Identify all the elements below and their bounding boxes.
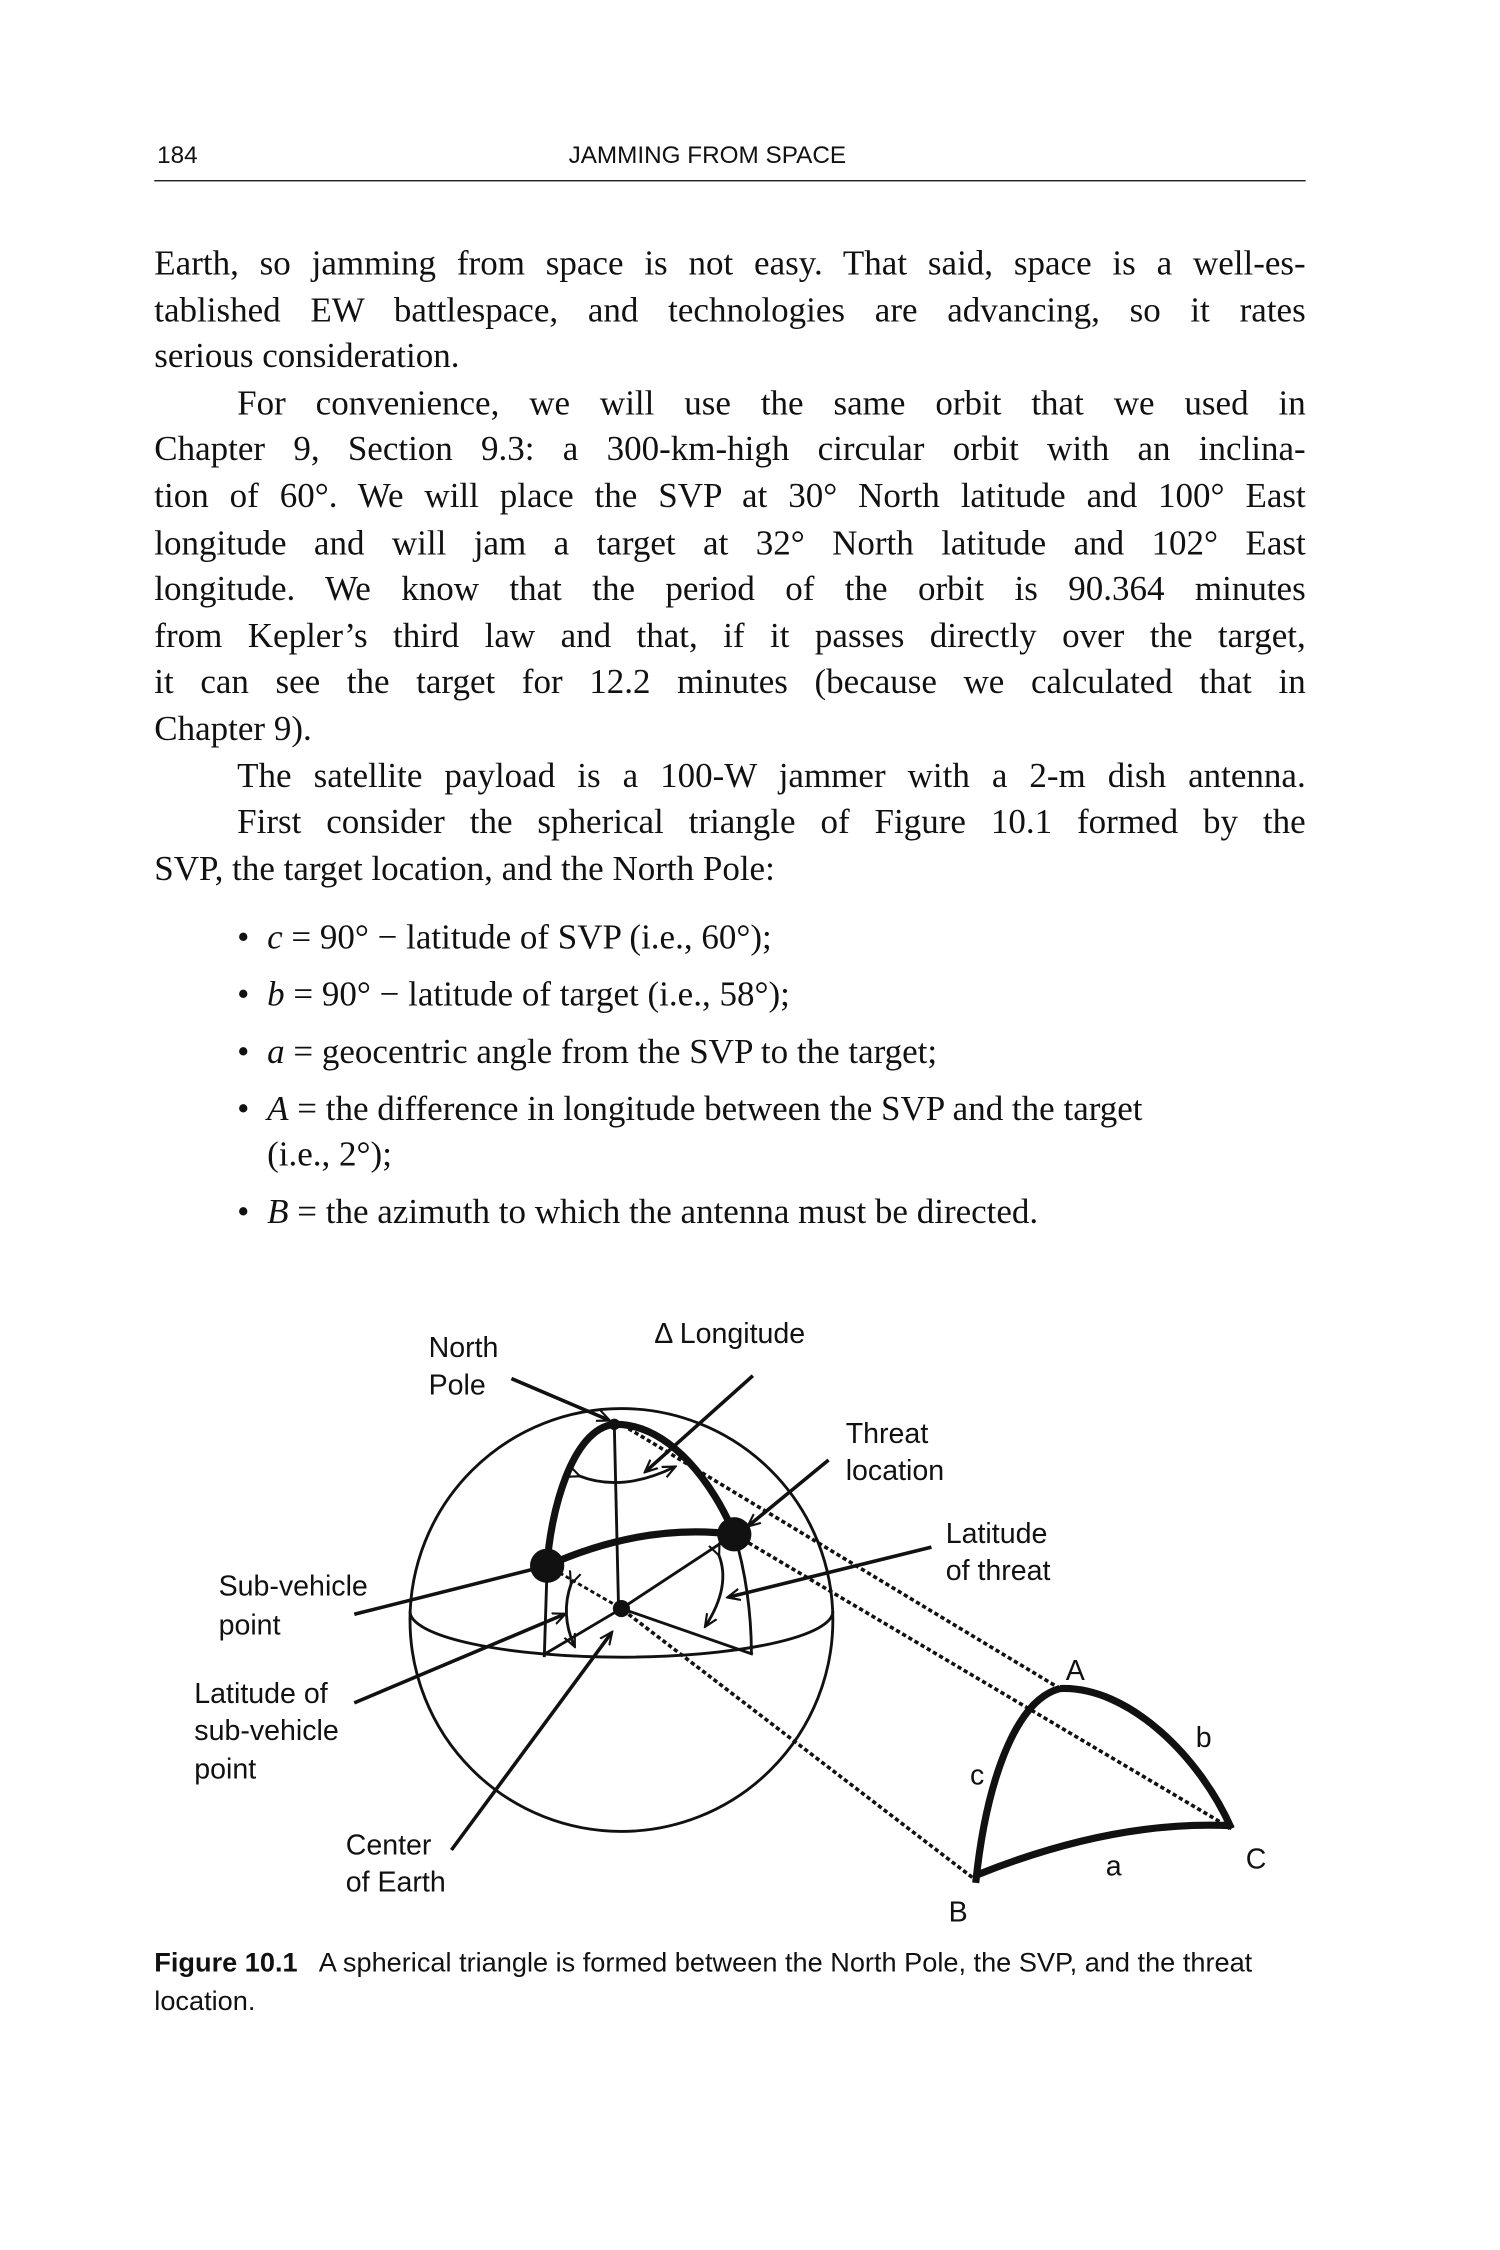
radius-line xyxy=(621,1609,752,1655)
svp-threat-arc xyxy=(547,1532,734,1566)
text-line: tablished EW battlespace, and technologies are advancing, so it rates xyxy=(154,290,1306,330)
radius-line xyxy=(621,1534,734,1608)
text-line: First consider the spherical triangle of Figure 10.1 formed by the xyxy=(237,803,1306,842)
label-latitude-svp: point xyxy=(194,1753,257,1786)
label-vertex-b: B xyxy=(948,1896,968,1929)
caption-label: Figure 10.1 xyxy=(154,1948,298,1979)
radius-line xyxy=(544,1609,621,1655)
threat-location-dot xyxy=(717,1517,751,1551)
leader-latitude-svp xyxy=(354,1614,564,1703)
label-vertex-c: C xyxy=(1245,1843,1267,1876)
text-line: The satellite payload is a 100-W jammer with a 2-m dish antenna. xyxy=(237,756,1306,796)
earth-sphere xyxy=(410,1409,833,1832)
label-center-earth: of Earth xyxy=(345,1866,446,1899)
label-north-pole: Pole xyxy=(428,1369,486,1402)
triangle-side-b xyxy=(1060,1688,1231,1828)
label-vertex-a: A xyxy=(1065,1654,1085,1687)
equator xyxy=(410,1611,833,1657)
label-latitude-threat: Latitude xyxy=(945,1517,1048,1550)
text-line: Chapter 9). xyxy=(154,709,312,749)
text-line: Earth, so jamming from space is not easy. That said, space is a well-es- xyxy=(154,244,1306,283)
text-line: longitude. We know that the period of the orbit is 90.364 minutes xyxy=(154,570,1306,609)
running-title: JAMMING FROM SPACE xyxy=(568,141,847,169)
text-line: from Kepler’s third law and that, if it passes directly over the target, xyxy=(154,616,1306,656)
latitude-threat-angle xyxy=(706,1554,723,1625)
text-line: Chapter 9, Section 9.3: a 300-km-high circular orbit with an inclina- xyxy=(154,430,1306,470)
leader-delta-longitude xyxy=(646,1376,753,1472)
leader-north-pole xyxy=(511,1379,608,1420)
label-latitude-svp: sub-vehicle xyxy=(194,1714,339,1747)
figure-caption xyxy=(154,1944,1305,2021)
label-side-c: c xyxy=(969,1759,985,1792)
text-line: tion of 60°. We will place the SVP at 30° North latitude and 100° East xyxy=(154,477,1306,516)
label-latitude-svp: Latitude of xyxy=(194,1677,328,1710)
label-north-pole: North xyxy=(428,1332,499,1365)
label-threat-location: location xyxy=(845,1454,945,1487)
label-threat-location: Threat xyxy=(845,1417,929,1450)
sub-vehicle-point-dot xyxy=(530,1549,564,1583)
label-delta-longitude: Δ Longitude xyxy=(654,1317,806,1350)
label-side-b: b xyxy=(1195,1722,1212,1755)
label-sub-vehicle-point: point xyxy=(218,1609,281,1642)
leader-threat-location xyxy=(749,1460,829,1526)
label-sub-vehicle-point: Sub-vehicle xyxy=(218,1570,368,1603)
label-center-earth: Center xyxy=(345,1829,432,1862)
label-side-a: a xyxy=(1105,1850,1122,1883)
caption-text: A spherical triangle is formed between the North Pole, the SVP, and the threat location. xyxy=(154,1948,1253,2018)
text-line: SVP, the target location, and the North Pole: xyxy=(154,849,775,889)
book-page: 184 JAMMING FROM SPACE Earth, so jamming from space is not easy. That said, space is a well-es- tablished EW battlespace, and technologies are advancing, so it rates serious consideration. For convenience, we will use the same orbit that we used in Chapter 9, Section 9.3: a 300-km-high circular orbit with an inclina- tion of 60°. We will place the SVP at 30° North latitude and 100° East longitude and will jam a target at 32° North latitude and 102° East longitude. We know that the period of the orbit is 90.364 minutes from Kepler’s third law and that, if it passes directly over the target, it can see the target for 12.2 minutes (because we calculated that in Chapter 9). The satellite payload is a 100-W jammer with a 2-m dish antenna. First consider the spherical triangle of Figure 10.1 formed by the SVP, the target location, and the North Pole: • c = 90° − latitude of SVP (i.e., 60°); • b = 90° − latitude of target (i.e., 58°); • a = geocentric angle from the SVP to the target; • A = the difference in longitude between the SVP and the target (i.e., 2°); • B = the azimuth to which the antenna must be directed. North Pole Δ Longitude Threat location Latitude of threat Sub-vehicle point Latitude of sub-vehicle point Center of Earth A B C a b c Figure 10.1 A spherical triangle is formed between the North Pole, the SVP, and the threat location. xyxy=(0,0,1500,2250)
page-number: 184 xyxy=(157,141,198,169)
projection-dotted xyxy=(629,1614,976,1880)
north-pole-dot xyxy=(609,1419,620,1430)
text-line: it can see the target for 12.2 minutes (because we calculated that in xyxy=(154,663,1306,702)
text-line: serious consideration. xyxy=(154,337,460,376)
polar-axis xyxy=(614,1424,618,1608)
text-line: For convenience, we will use the same orbit that we used in xyxy=(237,383,1306,423)
center-of-earth-dot xyxy=(613,1600,630,1617)
label-latitude-threat: of threat xyxy=(945,1554,1051,1587)
leader-center-earth xyxy=(451,1633,611,1850)
leader-svp xyxy=(354,1566,547,1615)
text-line: longitude and will jam a target at 32° North latitude and 102° East xyxy=(154,523,1306,563)
delta-longitude-angle xyxy=(579,1467,675,1482)
